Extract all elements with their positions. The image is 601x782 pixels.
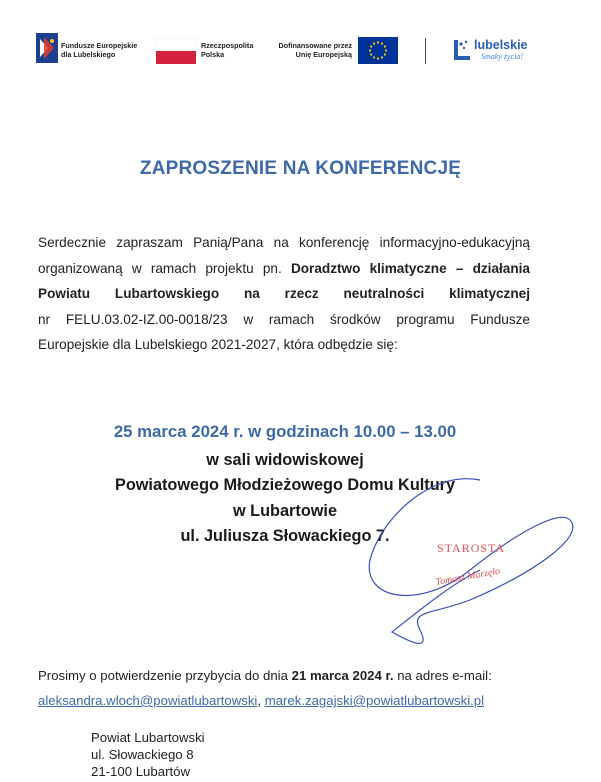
- eu-star: [370, 45, 372, 47]
- email-link-2[interactable]: marek.zagajski@powiatlubartowski.pl: [264, 693, 485, 708]
- address-line-1: Powiat Lubartowski: [91, 730, 205, 745]
- confirm-deadline: 21 marca 2024 r.: [291, 668, 394, 683]
- rp-line1: Rzeczpospolita: [201, 41, 254, 50]
- eu-star: [369, 49, 371, 51]
- fe-name-line1: Fundusze Europejskie: [61, 41, 138, 50]
- event-date: 25 marca 2024 r. w godzinach 10.00 – 13.00: [113, 422, 457, 441]
- eu-star: [373, 56, 375, 58]
- eu-star: [381, 56, 383, 58]
- project-name-part1: Doradztwo klimatyczne – działania: [290, 260, 530, 276]
- stamp-title: STAROSTA: [437, 541, 506, 555]
- eu-star: [385, 49, 387, 51]
- event-venue-1: w sali widowiskowej: [206, 451, 364, 469]
- lubelskie-logo-icon: [452, 38, 474, 62]
- eu-line1: Dofinansowane przez: [278, 41, 352, 50]
- intro-line-1: Serdecznie zapraszam Panią/Pana na konferencję informacyjno-edukacyjną: [38, 235, 530, 250]
- eu-star: [370, 53, 372, 55]
- intro-line-5: Europejskie dla Lubelskiego 2021-2027, która odbędzie się:: [38, 337, 398, 352]
- confirm-after: na adres e-mail:: [393, 668, 492, 683]
- stamp-name: Tomasz Marzęło: [434, 565, 502, 588]
- eu-star: [384, 53, 386, 55]
- intro-line-4: nr FELU.03.02-IZ.00-0018/23 w ramach środków programu Fundusze: [38, 311, 530, 327]
- confirm-plain: Prosimy o potwierdzenie przybycia do dnia: [38, 668, 292, 683]
- eu-star: [377, 41, 379, 43]
- project-name-part2: Powiatu Lubartowskiego na rzecz neutralności klimatycznej: [38, 286, 530, 301]
- email-link-1[interactable]: aleksandra.wloch@powiatlubartowski: [38, 693, 258, 708]
- lubelskie-slogan: Smaky życia!: [481, 52, 523, 61]
- rp-line2: Polska: [201, 49, 225, 59]
- lubelskie-name: lubelskie: [474, 38, 528, 52]
- email-separator: ,: [257, 693, 265, 708]
- eu-star: [381, 42, 383, 44]
- intro-line-3: [38, 281, 530, 307]
- logo-strip: [0, 0, 601, 80]
- eu-flag-icon: [358, 37, 398, 64]
- fundusze-europejskie-logo-icon: [36, 33, 58, 63]
- eu-line2: Unię Europejską: [295, 49, 352, 59]
- eu-star: [384, 45, 386, 47]
- intro-line-2: [38, 256, 530, 282]
- address-line-3: 21-100 Lubartów: [91, 764, 190, 779]
- eu-star: [373, 42, 375, 44]
- fe-name: [61, 42, 137, 59]
- logo-divider: [425, 38, 426, 64]
- fe-name-line2: dla Lubelskiego: [61, 49, 116, 59]
- confirm-text: [38, 668, 492, 683]
- page-title: ZAPROSZENIE NA KONFERENCJĘ: [139, 158, 462, 179]
- event-venue-2: Powiatowego Młodzieżowego Domu Kultury: [114, 476, 456, 494]
- event-venue-4: ul. Juliusza Słowackiego 7.: [180, 527, 390, 545]
- intro-line-2-plain: organizowaną w ramach projektu pn.: [38, 260, 291, 276]
- address-line-2: ul. Słowackiego 8: [91, 747, 194, 762]
- event-venue-3: w Lubartowie: [232, 502, 338, 520]
- intro-paragraph: [38, 230, 530, 358]
- email-line: [38, 693, 484, 708]
- rp-name: [201, 42, 253, 59]
- eu-star: [377, 57, 379, 59]
- eu-name: [274, 42, 352, 59]
- polish-flag-icon: [156, 38, 196, 64]
